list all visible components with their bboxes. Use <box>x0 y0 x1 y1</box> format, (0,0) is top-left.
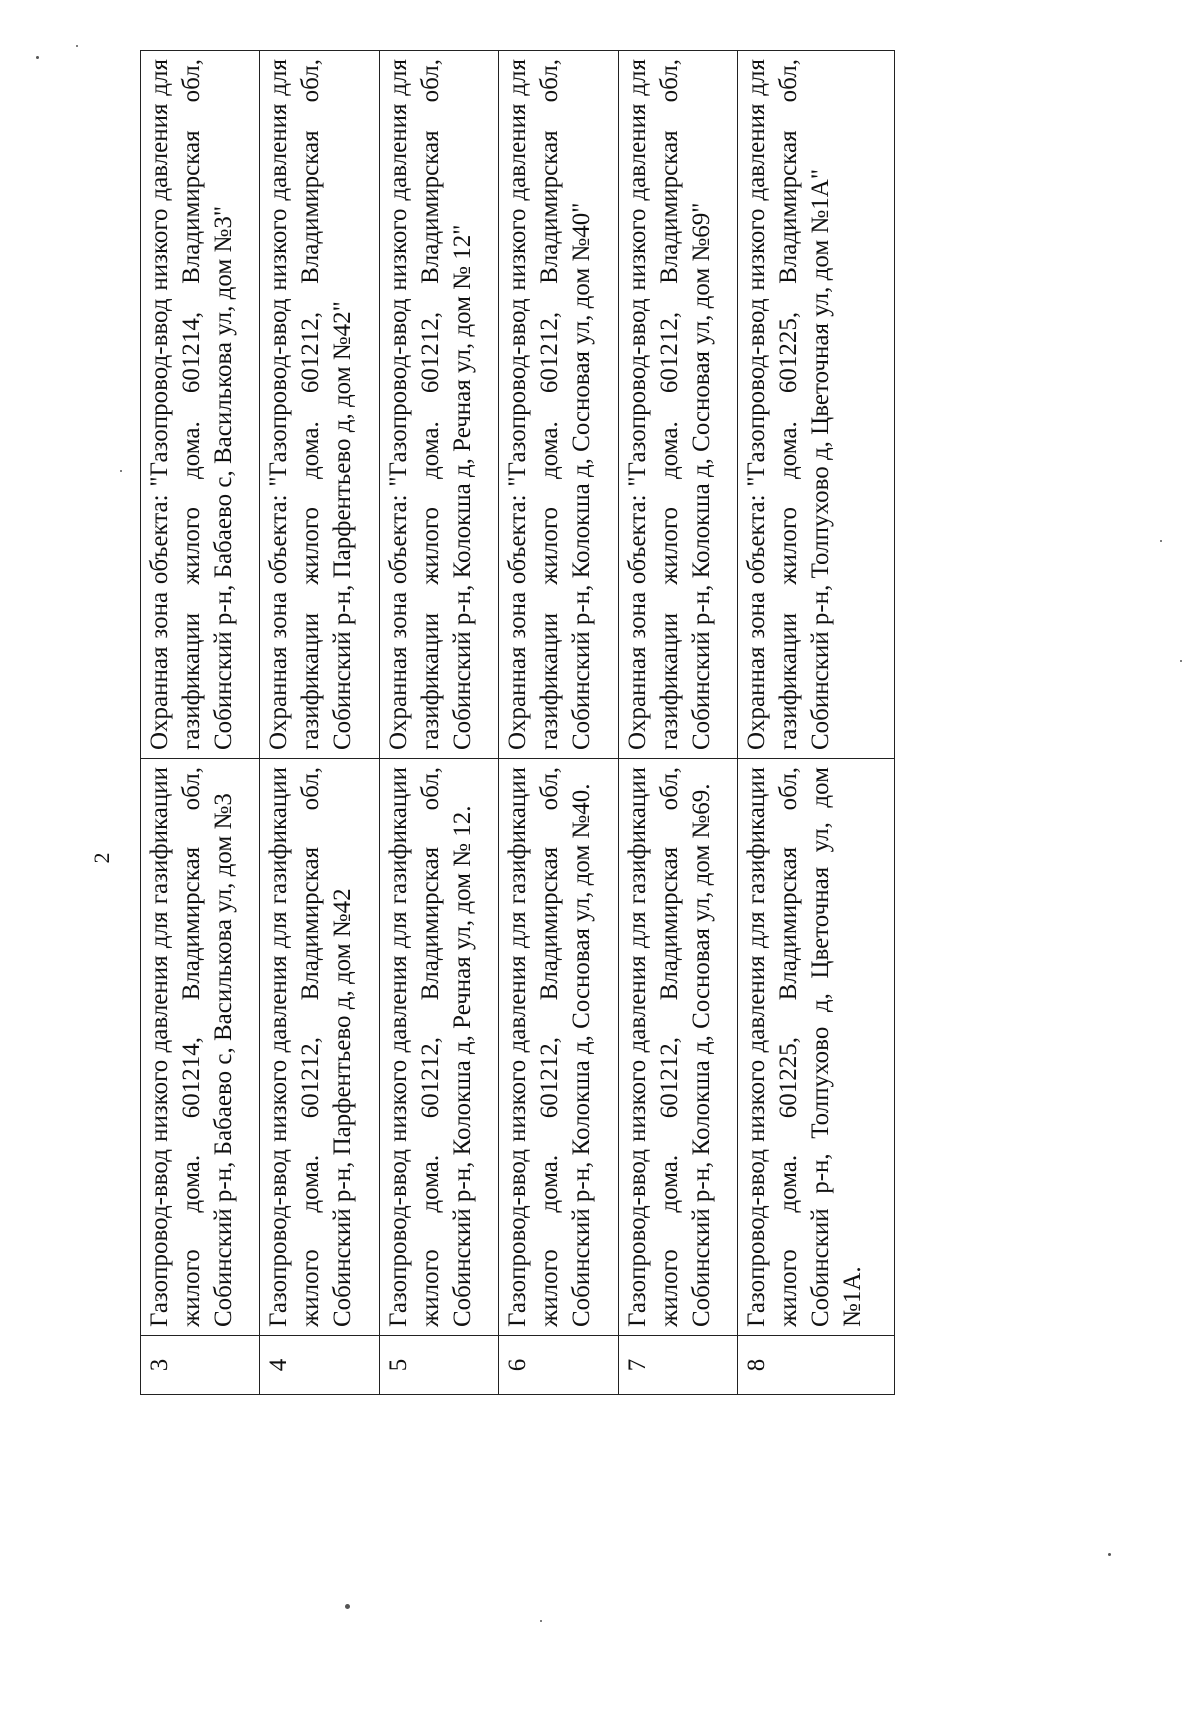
document-table-frame <box>140 50 895 1395</box>
table-row <box>260 51 379 1395</box>
protection-zones-table <box>140 50 895 1395</box>
page-number: 2 <box>89 852 114 864</box>
scan-speck <box>36 56 39 59</box>
table-body <box>141 51 895 1395</box>
zone-description-cell: Охранная зона объекта: "Газопровод-ввод низкого давления для газификации жилого дома. 601225, Владимирская обл, Собинский р-н, Толпухово д, Цветочная ул, дом №1А" <box>738 51 895 759</box>
scan-speck <box>120 470 122 472</box>
object-name-cell: Газопровод-ввод низкого давления для газификации жилого дома. 601212, Владимирская обл, Собинский р-н, Колокша д, Речная ул, дом № 12. <box>379 759 498 1336</box>
row-number: 6 <box>499 1336 618 1395</box>
table-row <box>738 51 895 1395</box>
table-row <box>618 51 737 1395</box>
scan-speck <box>345 1604 350 1609</box>
scan-speck <box>1180 660 1182 662</box>
table-row <box>499 51 618 1395</box>
zone-description-cell: Охранная зона объекта: "Газопровод-ввод низкого давления для газификации жилого дома. 601212, Владимирская обл, Собинский р-н, Парфентьево д, дом №42" <box>260 51 379 759</box>
row-number: 3 <box>141 1336 260 1395</box>
row-number: 4 <box>260 1336 379 1395</box>
row-number: 8 <box>738 1336 895 1395</box>
table-row <box>379 51 498 1395</box>
zone-description-cell: Охранная зона объекта: "Газопровод-ввод низкого давления для газификации жилого дома. 601212, Владимирская обл, Собинский р-н, Колокша д, Сосновая ул, дом №69" <box>618 51 737 759</box>
zone-description-cell: Охранная зона объекта: "Газопровод-ввод низкого давления для газификации жилого дома. 601212, Владимирская обл, Собинский р-н, Колокша д, Речная ул, дом № 12" <box>379 51 498 759</box>
object-name-cell: Газопровод-ввод низкого давления для газификации жилого дома. 601212, Владимирская обл, Собинский р-н, Парфентьево д, дом №42 <box>260 759 379 1336</box>
scan-speck <box>1108 1553 1111 1556</box>
object-name-cell: Газопровод-ввод низкого давления для газификации жилого дома. 601212, Владимирская обл, Собинский р-н, Колокша д, Сосновая ул, дом №69. <box>618 759 737 1336</box>
row-number: 7 <box>618 1336 737 1395</box>
scan-speck <box>540 1620 542 1622</box>
object-name-cell: Газопровод-ввод низкого давления для газификации жилого дома. 601225, Владимирская обл, Собинский р-н, Толпухово д, Цветочная ул, дом №1А. <box>738 759 895 1336</box>
zone-description-cell: Охранная зона объекта: "Газопровод-ввод низкого давления для газификации жилого дома. 601214, Владимирская обл, Собинский р-н, Бабаево с, Василькова ул, дом №3" <box>141 51 260 759</box>
object-name-cell: Газопровод-ввод низкого давления для газификации жилого дома. 601212, Владимирская обл, Собинский р-н, Колокша д, Сосновая ул, дом №40. <box>499 759 618 1336</box>
table-row <box>141 51 260 1395</box>
object-name-cell: Газопровод-ввод низкого давления для газификации жилого дома. 601214, Владимирская обл, Собинский р-н, Бабаево с, Василькова ул, дом №3 <box>141 759 260 1336</box>
scan-speck <box>1160 540 1162 542</box>
row-number: 5 <box>379 1336 498 1395</box>
zone-description-cell: Охранная зона объекта: "Газопровод-ввод низкого давления для газификации жилого дома. 601212, Владимирская обл, Собинский р-н, Колокша д, Сосновая ул, дом №40" <box>499 51 618 759</box>
scan-speck <box>76 45 78 47</box>
